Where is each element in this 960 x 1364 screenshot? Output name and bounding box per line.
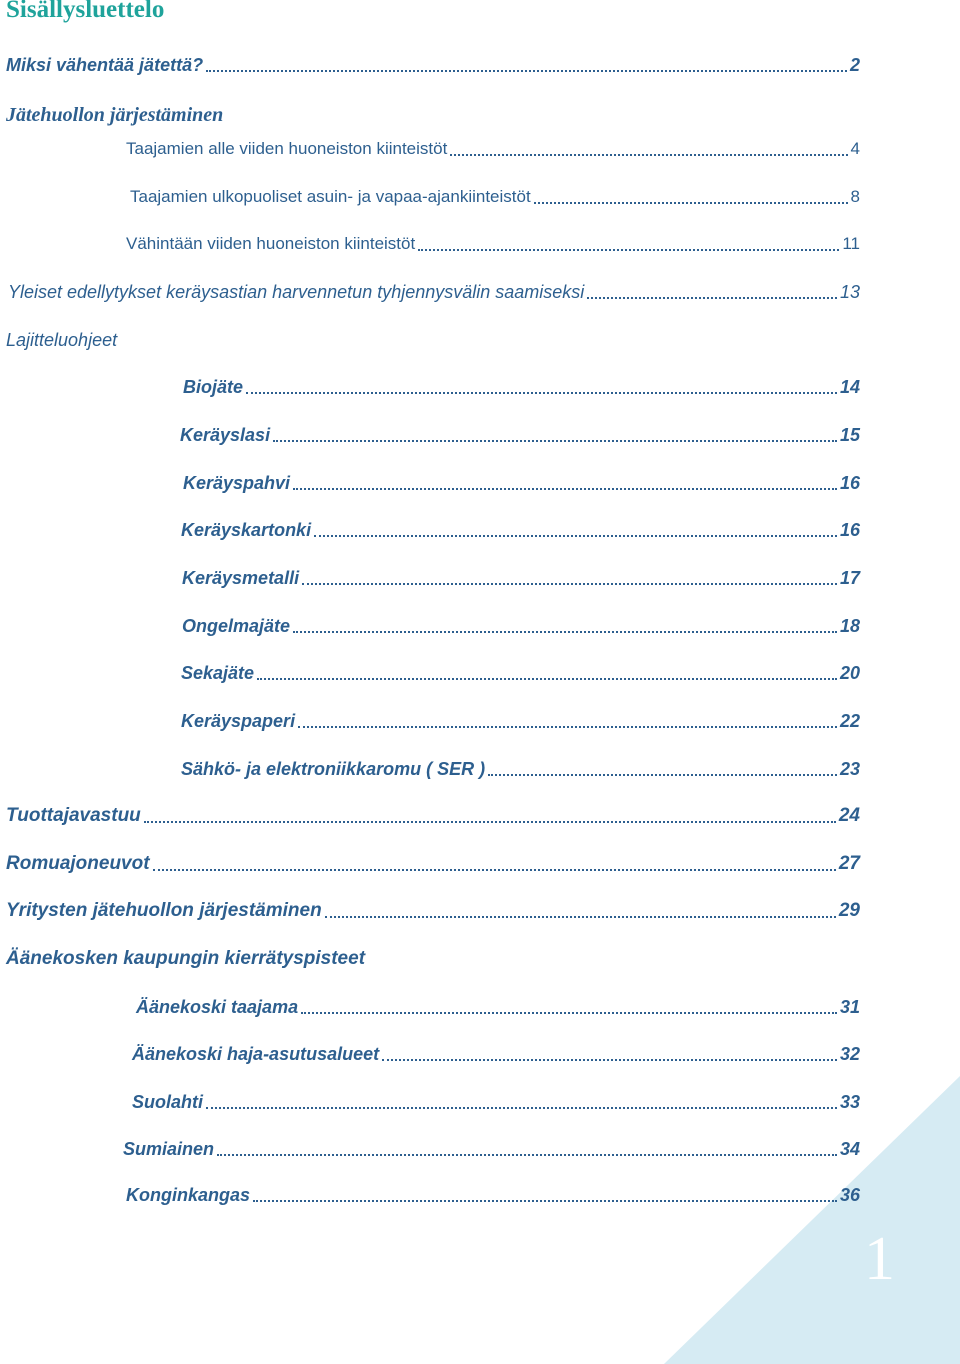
toc-dot-leader [314, 535, 837, 537]
toc-entry-page: 17 [839, 568, 860, 588]
toc-entry[interactable] [182, 565, 860, 591]
toc-entry-label: Ongelmajäte [182, 616, 291, 636]
toc-entry-label: Vähintään viiden huoneiston kiinteistöt [126, 234, 416, 253]
toc-entry-label: Sähkö- ja elektroniikkaromu ( SER ) [181, 759, 486, 779]
toc-entry[interactable] [181, 660, 860, 686]
toc-dot-leader [382, 1059, 837, 1061]
toc-entry-label: Lajitteluohjeet [6, 330, 118, 350]
toc-entry-label: Keräyskartonki [181, 520, 312, 540]
corner-triangle [664, 1076, 960, 1364]
toc-dot-leader [450, 154, 847, 156]
toc-entry[interactable] [6, 52, 860, 78]
toc-dot-leader [253, 1200, 837, 1202]
toc-dot-leader [273, 440, 837, 442]
toc-entry-label: Yritysten jätehuollon järjestäminen [6, 900, 322, 921]
toc-entry[interactable] [6, 803, 860, 829]
toc-entry-label: Keräysmetalli [182, 568, 300, 588]
toc-entry[interactable] [6, 327, 117, 353]
toc-entry-page: 11 [842, 234, 860, 253]
toc-entry-label: Konginkangas [126, 1185, 251, 1205]
toc-entry[interactable] [182, 613, 860, 639]
toc-entry-label: Suolahti [132, 1092, 203, 1112]
toc-entry[interactable] [181, 756, 860, 782]
toc-entry-page: 4 [850, 139, 860, 158]
toc-entry-label: Keräyslasi [180, 425, 271, 445]
toc-entry-page: 18 [839, 616, 860, 636]
toc-entry[interactable] [123, 1136, 860, 1162]
toc-entry-page: 16 [839, 520, 860, 540]
toc-entry-page: 22 [839, 711, 860, 731]
toc-entry[interactable] [6, 102, 223, 128]
toc-entry-page: 29 [838, 900, 860, 921]
toc-entry-page: 32 [839, 1044, 860, 1064]
toc-entry-label: Äänekoski haja-asutusalueet [132, 1044, 380, 1064]
toc-entry-label: Taajamien alle viiden huoneiston kiinteistöt [126, 139, 448, 158]
toc-dot-leader [534, 202, 848, 204]
toc-entry-label: Sekajäte [181, 663, 255, 683]
toc-entry[interactable] [6, 946, 365, 972]
toc-entry[interactable] [183, 470, 860, 496]
toc-entry-page: 34 [839, 1139, 860, 1159]
toc-dot-leader [293, 631, 837, 633]
toc-entry-label: Jätehuollon järjestäminen [6, 104, 224, 126]
toc-entry-page: 36 [839, 1185, 860, 1205]
toc-entry-label: Yleiset edellytykset keräysastian harvennetun tyhjennysvälin saamiseksi [8, 282, 585, 302]
toc-entry[interactable] [6, 851, 860, 877]
toc-entry[interactable] [181, 517, 860, 543]
toc-entry-label: Keräyspahvi [183, 473, 291, 493]
toc-entry-label: Tuottajavastuu [6, 805, 141, 826]
toc-dot-leader [153, 869, 836, 871]
toc-entry-label: Taajamien ulkopuoliset asuin- ja vapaa-ajankiinteistöt [130, 187, 531, 206]
toc-dot-leader [206, 70, 847, 72]
toc-dot-leader [257, 678, 837, 680]
toc-dot-leader [206, 1107, 837, 1109]
toc-entry-page: 24 [838, 805, 860, 826]
toc-entry-label: Sumiainen [123, 1139, 215, 1159]
toc-entry[interactable] [136, 994, 860, 1020]
toc-dot-leader [217, 1154, 837, 1156]
toc-dot-leader [418, 249, 839, 251]
toc-entry-label: Miksi vähentää jätettä? [6, 55, 204, 75]
toc-dot-leader [246, 392, 837, 394]
toc-entry-page: 2 [849, 55, 860, 75]
toc-entry-page: 31 [839, 997, 860, 1017]
toc-entry[interactable] [181, 708, 860, 734]
toc-entry-label: Äänekoski taajama [136, 997, 299, 1017]
toc-entry[interactable] [126, 231, 860, 257]
toc-dot-leader [587, 297, 837, 299]
toc-dot-leader [301, 1012, 837, 1014]
toc-entry[interactable] [180, 422, 860, 448]
toc-dot-leader [293, 488, 837, 490]
toc-dot-leader [325, 916, 836, 918]
toc-dot-leader [298, 726, 837, 728]
toc-entry[interactable] [126, 136, 860, 162]
toc-entry[interactable] [183, 374, 860, 400]
toc-dot-leader [302, 583, 837, 585]
toc-entry-page: 8 [850, 187, 860, 206]
toc-entry-label: Keräyspaperi [181, 711, 296, 731]
toc-entry[interactable] [8, 279, 860, 305]
toc-entry-page: 16 [839, 473, 860, 493]
toc-entry[interactable] [132, 1089, 860, 1115]
toc-entry[interactable] [132, 1041, 860, 1067]
toc-entry-label: Romuajoneuvot [6, 853, 150, 874]
toc-entry-page: 14 [839, 377, 860, 397]
toc-entry-page: 27 [838, 853, 860, 874]
toc-entry-page: 23 [839, 759, 860, 779]
toc-entry-page: 33 [839, 1092, 860, 1112]
toc-dot-leader [144, 821, 836, 823]
toc-entry-page: 20 [839, 663, 860, 683]
toc-entry-label: Biojäte [183, 377, 244, 397]
toc-entry[interactable] [130, 184, 860, 210]
toc-entry[interactable] [6, 898, 860, 924]
toc-dot-leader [488, 774, 837, 776]
toc-entry-page: 13 [839, 282, 860, 302]
toc-title: Sisällysluettelo [6, 0, 165, 23]
page-number: 1 [864, 1225, 895, 1293]
toc-entry[interactable] [126, 1182, 860, 1208]
toc-entry-label: Äänekosken kaupungin kierrätyspisteet [6, 948, 366, 969]
toc-entry-page: 15 [839, 425, 860, 445]
